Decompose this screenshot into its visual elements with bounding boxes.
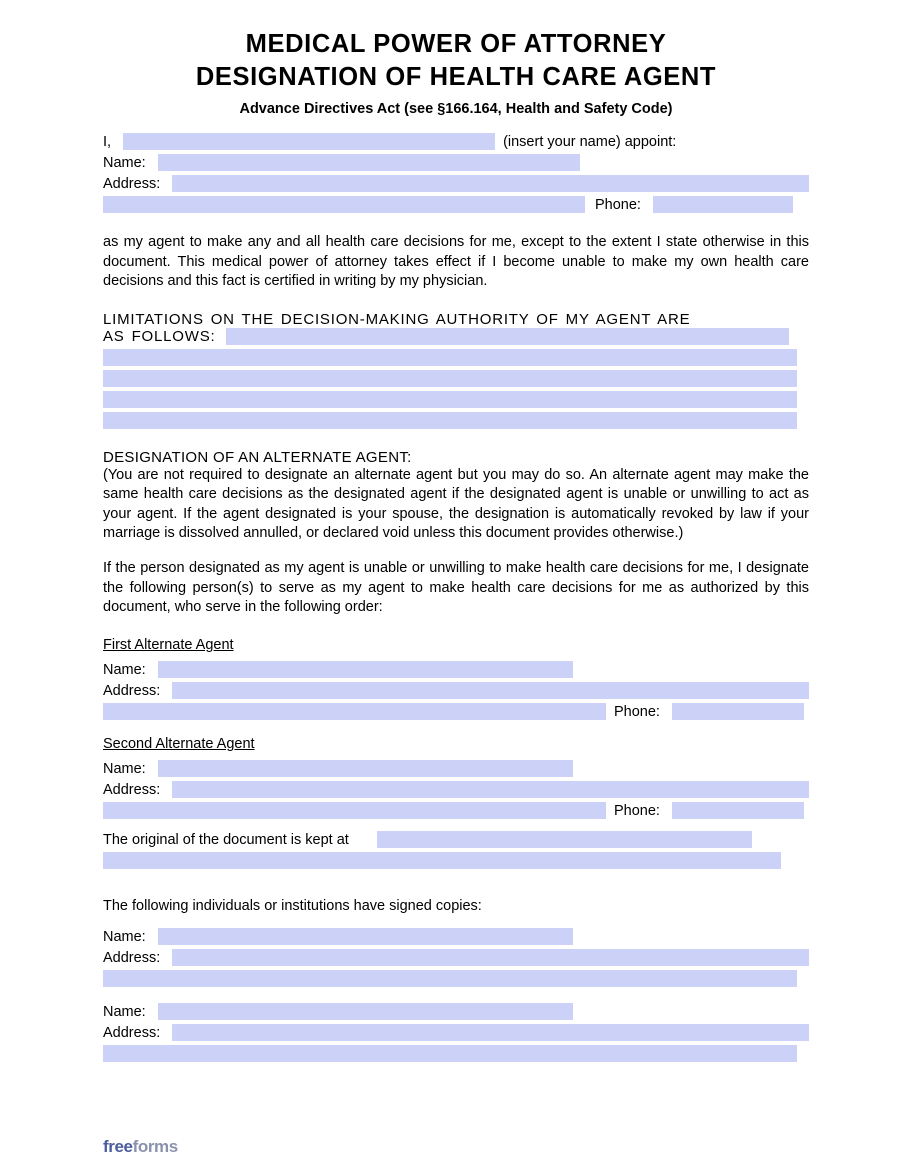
signed-copy-2-name-row [103, 1003, 809, 1020]
first-alt-name-label: Name: [103, 661, 146, 678]
second-alt-phone-input[interactable] [672, 802, 804, 819]
limitations-input-line2[interactable] [103, 349, 797, 366]
agent-name-row [103, 154, 809, 171]
footer-brand-first: free [103, 1137, 133, 1156]
agent-address-row [103, 175, 809, 192]
second-alt-name-input[interactable] [158, 760, 573, 777]
alternate-agent-note: (You are not required to designate an alternate agent but you may do so. An alternate agent may make the same health care decisions as the designated agent if the designated agent is unable or unwilling to act as your agent. If the agent designated is your spouse, the designation is automatically revoked by law if your marriage is dissolved annulled, or declared void unless this document provides otherwise.) [103, 467, 809, 541]
first-alt-phone-row [103, 703, 809, 720]
agent-address-label: Address: [103, 175, 161, 192]
first-alt-phone-input[interactable] [672, 703, 804, 720]
original-kept-row [103, 831, 809, 848]
second-alternate-agent-label: Second Alternate Agent [103, 736, 255, 753]
alternate-agent-heading: DESIGNATION OF AN ALTERNATE AGENT: [103, 449, 412, 467]
signed-copies-intro: The following individuals or institutions have signed copies: [103, 898, 482, 915]
second-alt-address-row [103, 781, 809, 798]
alternate-agent-paragraph: If the person designated as my agent is unable or unwilling to make health care decisions for me, I designate the following person(s) to serve as my agent to make health care decisions for me as authorized by this document, who serve in the following order: [103, 560, 809, 615]
agent-phone-label: Phone: [595, 196, 641, 213]
signed-copy-1-name-row [103, 928, 809, 945]
limitations-input-line4[interactable] [103, 391, 797, 408]
limitations-input-line5[interactable] [103, 412, 797, 429]
second-alt-phone-label: Phone: [614, 802, 660, 819]
signed-copy-1-name-label: Name: [103, 928, 146, 945]
signed-copy-1-address-input[interactable] [172, 949, 809, 966]
agent-authority-paragraph: as my agent to make any and all health care decisions for me, except to the extent I state otherwise in this document. This medical power of attorney takes effect if I become unable to make my own health care decisions and this fact is certified in writing by my physician. [103, 234, 809, 289]
second-alt-address-input[interactable] [172, 781, 809, 798]
agent-phone-input[interactable] [653, 196, 793, 213]
first-alt-phone-label: Phone: [614, 703, 660, 720]
second-alt-phone-row [103, 802, 809, 819]
first-alt-address-label: Address: [103, 682, 161, 699]
signed-copy-1-name-input[interactable] [158, 928, 573, 945]
signed-copy-1-address-row [103, 949, 809, 966]
limitations-heading-line1: LIMITATIONS ON THE DECISION-MAKING AUTHORITY OF MY AGENT ARE [103, 311, 691, 329]
page-title-line2: DESIGNATION OF HEALTH CARE AGENT [195, 62, 717, 91]
i-label: I, [103, 133, 112, 150]
second-alt-address-label: Address: [103, 781, 161, 798]
signed-copy-2-address-label: Address: [103, 1024, 161, 1041]
limitations-heading-line2: AS FOLLOWS: [103, 328, 216, 346]
page-top-edge [0, 0, 908, 3]
second-alt-name-label: Name: [103, 760, 146, 777]
footer-brand-second: forms [132, 1137, 178, 1156]
signed-copy-2-name-label: Name: [103, 1003, 146, 1020]
footer-brand [103, 1137, 178, 1157]
signed-copy-2-name-input[interactable] [158, 1003, 573, 1020]
signed-copy-2-address-input-line2[interactable] [103, 1045, 797, 1062]
page-title-line1: MEDICAL POWER OF ATTORNEY [245, 30, 667, 58]
original-kept-input-line2[interactable] [103, 852, 781, 869]
agent-address-line2-row [103, 196, 809, 213]
second-alt-name-row [103, 760, 809, 777]
agent-name-label: Name: [103, 154, 146, 171]
signed-copy-1-address-input-line2[interactable] [103, 970, 797, 987]
signed-copy-2-address-row [103, 1024, 809, 1041]
document-content [103, 28, 809, 1066]
first-alt-name-input[interactable] [158, 661, 573, 678]
agent-address-input-line2[interactable] [103, 196, 585, 213]
limitations-input-line3[interactable] [103, 370, 797, 387]
signed-copy-2-address-input[interactable] [172, 1024, 809, 1041]
first-alt-address-input[interactable] [172, 682, 809, 699]
second-alt-address-input-line2[interactable] [103, 802, 606, 819]
first-alt-name-row [103, 661, 809, 678]
principal-name-input[interactable] [123, 133, 495, 150]
agent-address-input[interactable] [172, 175, 809, 192]
first-alt-address-row [103, 682, 809, 699]
principal-name-row [103, 133, 809, 150]
insert-name-note: (insert your name) appoint: [503, 133, 677, 150]
agent-name-input[interactable] [158, 154, 580, 171]
page-subtitle: Advance Directives Act (see §166.164, Health and Safety Code) [239, 101, 673, 118]
signed-copy-1-address-label: Address: [103, 949, 161, 966]
original-kept-label: The original of the document is kept at [103, 831, 349, 848]
limitations-heading-row2 [103, 328, 809, 345]
limitations-input-line1[interactable] [226, 328, 789, 345]
first-alt-address-input-line2[interactable] [103, 703, 606, 720]
first-alternate-agent-label: First Alternate Agent [103, 637, 234, 654]
page-bottom-edge [0, 1171, 908, 1175]
original-kept-input[interactable] [377, 831, 752, 848]
